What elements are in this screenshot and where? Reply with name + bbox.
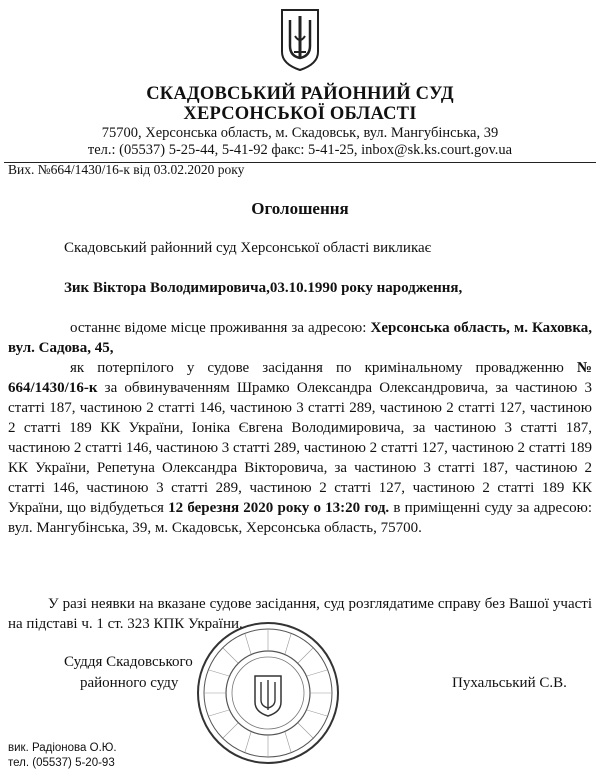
outgoing-reference: Вих. №664/1430/16-к від 03.02.2020 року <box>8 162 245 177</box>
summons-pre: як потерпілого у судове засідання по кримінальному провадженню <box>70 360 564 376</box>
court-name-line1: СКАДОВСЬКИЙ РАЙОННИЙ СУД <box>146 84 454 104</box>
judge-title-line1: Суддя Скадовського <box>64 654 193 670</box>
executor-phone: тел. (05537) 5-20-93 <box>8 757 115 769</box>
venue-text: в приміщенні суду за адресою: вул. Мангубінська, 39, м. Скадовськ, Херсонська область, 75700. <box>8 500 593 536</box>
case-number: № 664/1430/16-к <box>8 360 592 396</box>
summons-body <box>8 318 592 538</box>
intro-paragraph: Скадовський районний суд Херсонської області викликає <box>64 240 432 256</box>
court-name-line2: ХЕРСОНСЬКОЇ ОБЛАСТІ <box>183 104 417 124</box>
hearing-datetime: 12 березня 2020 року о 13:20 год. <box>168 500 390 516</box>
summoned-person: Зик Віктора Володимировича,03.10.1990 року народження, <box>64 280 463 296</box>
court-seal-icon <box>195 620 341 766</box>
trident-emblem-icon <box>278 6 322 72</box>
document-heading: Оголошення <box>251 199 349 218</box>
residence-label: останнє відоме місце проживання за адресою: <box>70 320 367 336</box>
absence-notice: У разі неявки на вказане судове засідання, суд розглядатиме справу без Вашої участі на підставі ч. 1 ст. 323 КПК України. <box>8 596 592 632</box>
court-address: 75700, Херсонська область, м. Скадовськ, вул. Мангубінська, 39 <box>101 125 499 141</box>
judge-name: Пухальський С.В. <box>452 675 567 691</box>
executor-name: вик. Радіонова О.Ю. <box>8 742 117 754</box>
charges-text: за обвинуваченням Шрамко Олександра Олександровича, за частиною 3 статті 187, частиною 2 статті 146, частиною 3 статті 289, частиною 2 статті 127, частиною 2 статті 189 КК України, Іоніка Євгена Володимировича, за частиною 3 статті 187, частиною 2 статті 146, частиною 3 статті 289, частиною 2 статті 127, частиною 2 статті 189 КК України, Репетуна Олександра Вікторовича, за частиною 3 статті 187, частиною 2 статті 146, частиною 3 статті 289, частиною 2 статті 127, частиною 2 статті 189 КК України, що відбудеться <box>8 380 593 516</box>
residence-address: Херсонська область, м. Каховка, вул. Садова, 45, <box>8 320 593 356</box>
court-contacts: тел.: (05537) 5-25-44, 5-41-92 факс: 5-41-25, inbox@sk.ks.court.gov.ua <box>87 142 513 158</box>
judge-title-line2: районного суду <box>80 675 179 691</box>
